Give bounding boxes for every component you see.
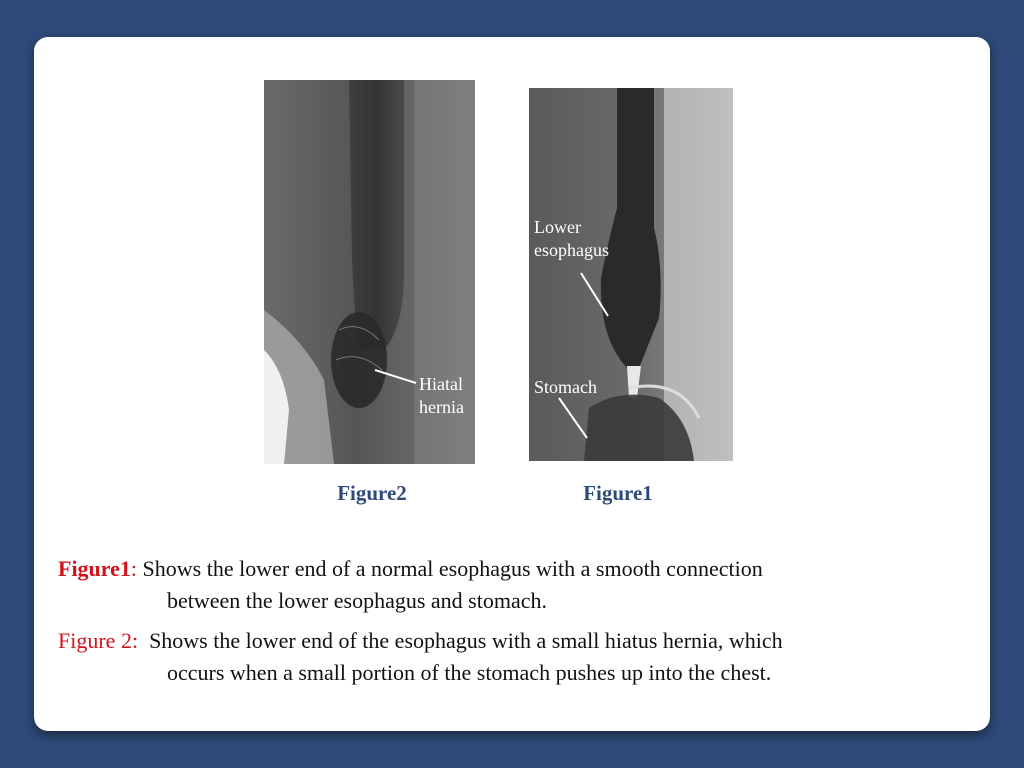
figure2-description [58,625,938,689]
annotation-stomach: Stomach [534,377,597,397]
annotation-lower: Lower [534,217,581,237]
figure1-caption: Figure1 [583,481,653,505]
annotation-hernia: hernia [419,397,464,417]
figure1-description-line2: between the lower esophagus and stomach. [167,588,547,613]
annotation-esophagus: esophagus [534,240,609,260]
figure2-label: Figure 2: [58,628,139,653]
figure2-description-line1: Shows the lower end of the esophagus with a small hiatus hernia, which [138,628,783,653]
slide-card [34,37,990,731]
figure2-description-line2: occurs when a small portion of the stomach pushes up into the chest. [167,660,772,685]
figure2-caption: Figure2 [337,481,407,505]
figure1-description-line1: Shows the lower end of a normal esophagus with a smooth connection [137,556,763,581]
figure1-description [58,553,938,617]
xray-image-normal-esophagus [529,88,733,461]
figure1-label: Figure1 [58,556,131,581]
xray-image-hiatal-hernia [264,80,475,464]
annotation-hiatal: Hiatal [419,374,463,394]
figure1-separator: : [130,556,138,581]
